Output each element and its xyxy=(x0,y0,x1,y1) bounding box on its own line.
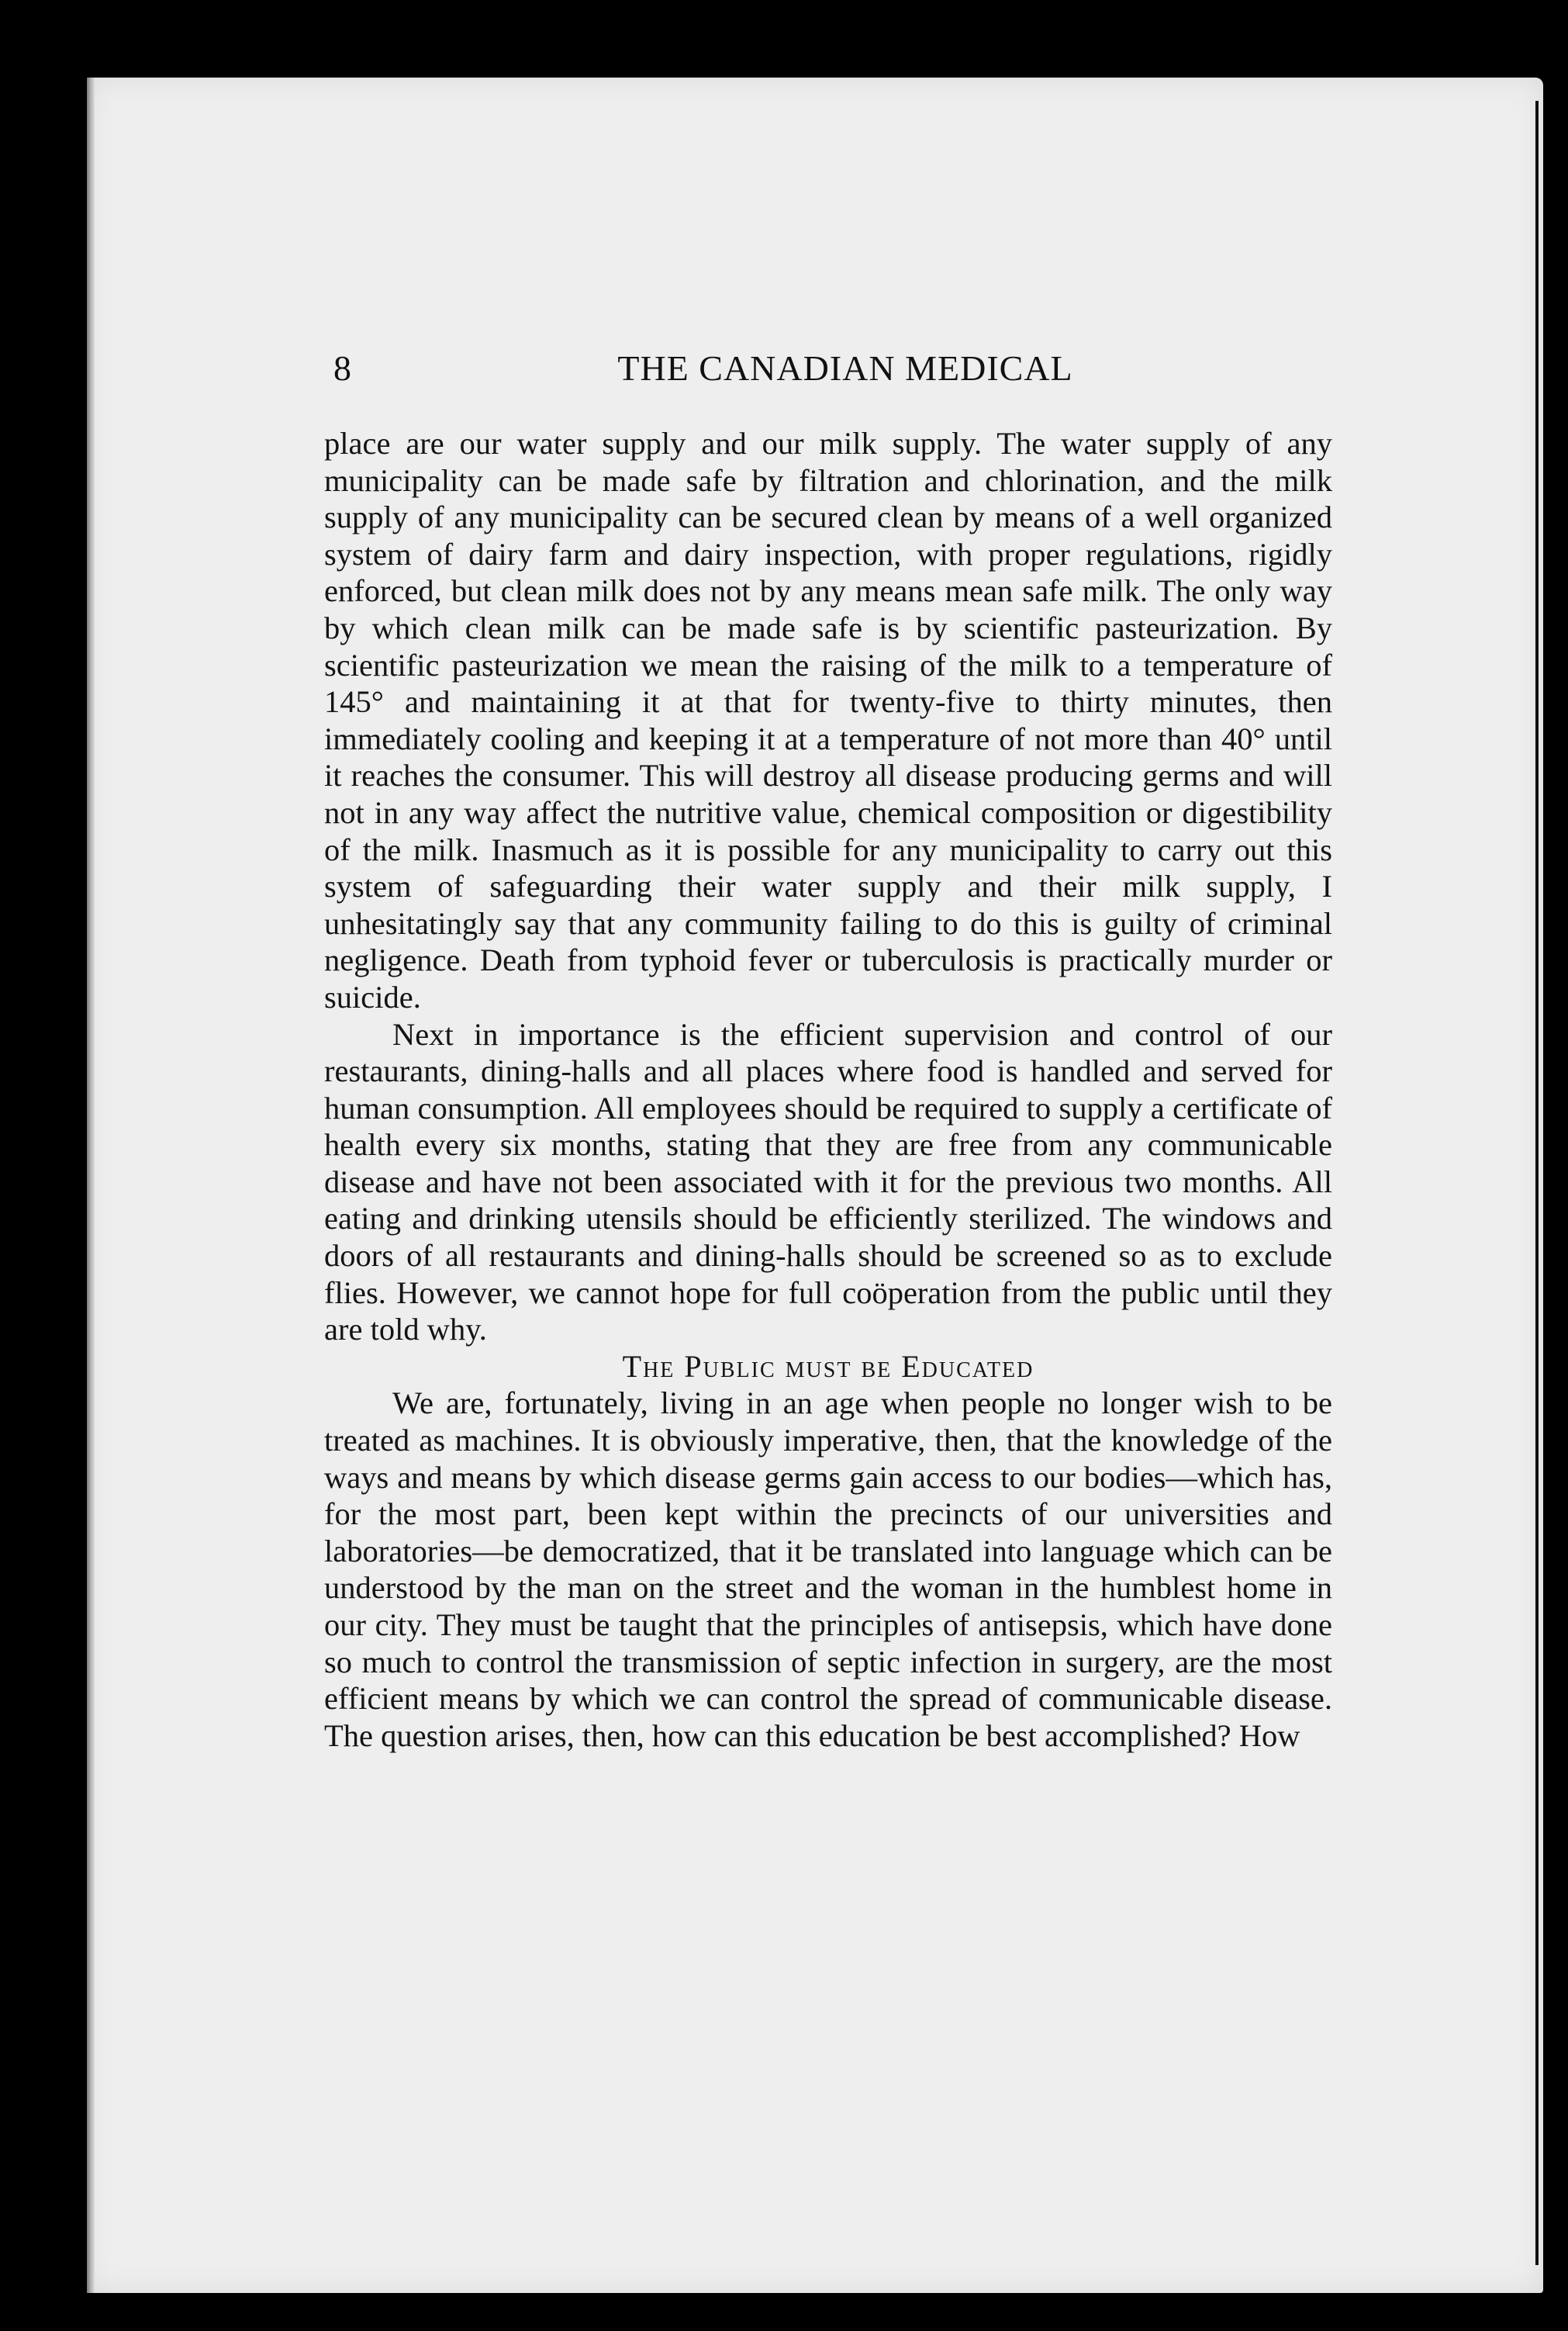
page-number: 8 xyxy=(333,348,351,388)
page-binding-edge xyxy=(87,78,95,2293)
paragraph-1: place are our water supply and our milk supply. The water supply of any municipality can be made safe by filtration and chlorination, and the milk supply of any municipality can be secured clean by means of a well organized system of dairy farm and dairy inspection, with proper regulations, rigidly enforced, but clean milk does not by any means mean safe milk. The only way by which clean milk can be made safe is by scientific pasteurization. By scientific pasteurization we mean the raising of the milk to a temperature of 145° and maintaining it at that for twenty-five to thirty minutes, then immediately cooling and keeping it at a temperature of not more than 40° until it reaches the consumer. This will destroy all disease producing germs and will not in any way affect the nutritive value, chemical composition or digestibility of the milk. Inasmuch as it is possible for any municipality to carry out this system of safeguarding their water supply and their milk supply, I unhesitatingly say that any community failing to do this is guilty of criminal negligence. Death from typhoid fever or tuberculosis is practically murder or suicide. xyxy=(324,426,1332,1015)
page-edge-shadow xyxy=(1535,101,1539,2265)
running-title: THE CANADIAN MEDICAL xyxy=(617,348,1073,388)
paragraph-3: We are, fortunately, living in an age when people no longer wish to be treated as machines. It is obviously imperative, then, that the knowledge of the ways and means by which disease germs gain access to our bodies—which has, for the most part, been kept within the precincts of our universities and laboratories—be democratized, that it be translated into language which can be understood by the man on the street and the woman in the humblest home in our city. They must be taught that the principles of antisepsis, which have done so much to control the transmission of septic infection in surgery, are the most efficient means by which we can control the spread of communicable disease. The question arises, then, how can this education be best accomplished? How xyxy=(324,1385,1332,1753)
body-text xyxy=(324,425,1332,1754)
running-header xyxy=(333,348,1357,394)
section-heading: The Public must be Educated xyxy=(622,1348,1034,1384)
paragraph-2: Next in importance is the efficient supervision and control of our restaurants, dining-halls and all places where food is handled and served for human consumption. All employees should be required to supply a certificate of health every six months, stating that they are free from any communicable disease and have not been associated with it for the previous two months. All eating and drinking utensils should be efficiently sterilized. The windows and doors of all restaurants and dining-halls should be screened so as to exclude flies. However, we cannot hope for full coöperation from the public until they are told why. xyxy=(324,1016,1332,1347)
